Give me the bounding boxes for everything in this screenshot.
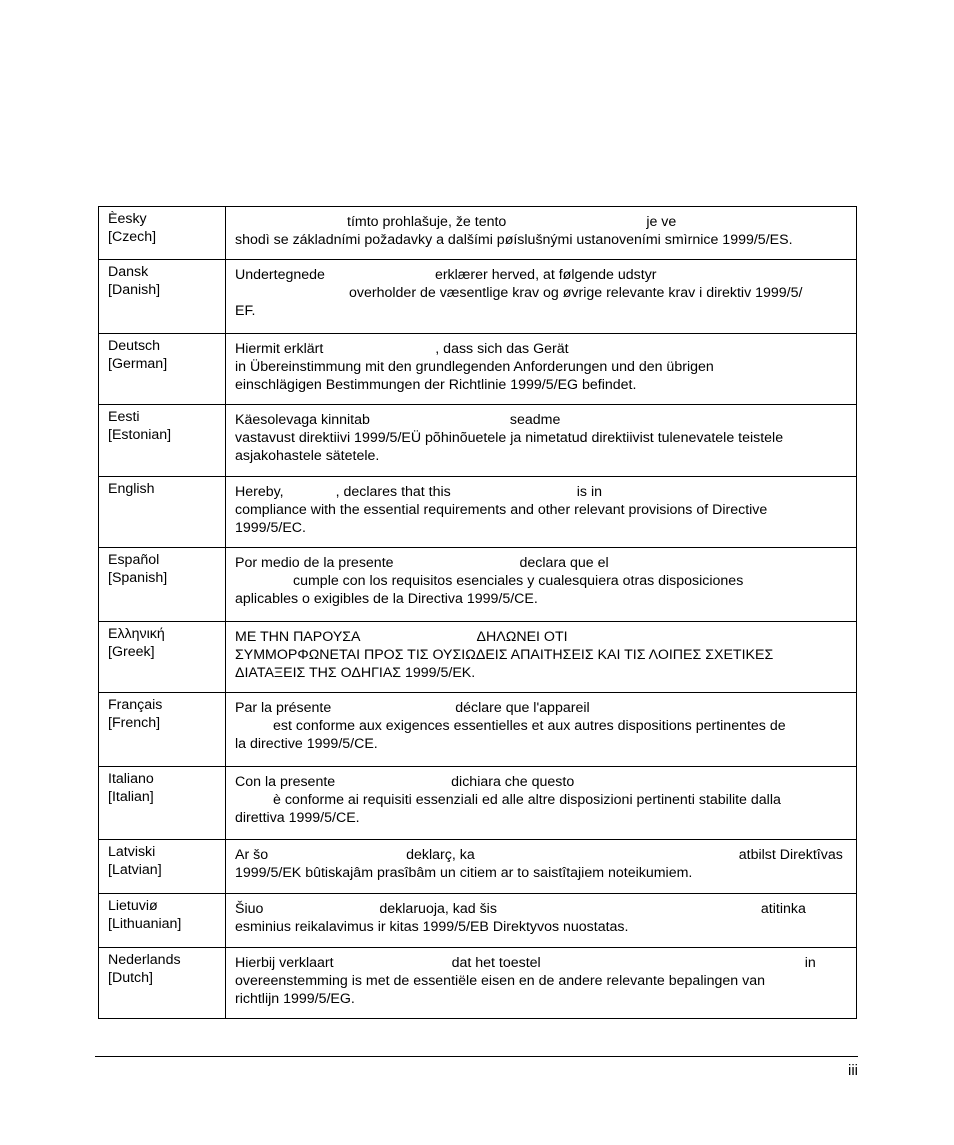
declaration-text: la directive 1999/5/CE. <box>235 736 378 753</box>
declaration-row <box>99 334 857 405</box>
language-cell <box>99 477 226 548</box>
declaration-text: je ve <box>646 214 677 230</box>
declaration-line <box>235 302 848 320</box>
declaration-text: atbilst Direktîvas <box>738 847 843 863</box>
declaration-text: Hierbij verklaart <box>235 955 334 971</box>
declaration-line <box>235 231 848 249</box>
declaration-line <box>235 590 848 608</box>
language-name: Eesti <box>108 409 140 425</box>
declaration-text-cell <box>226 840 857 894</box>
declaration-line <box>235 664 848 682</box>
language-english-name: [Lithuanian] <box>108 916 182 933</box>
declaration-row <box>99 548 857 622</box>
language-name: Ελληνική <box>108 626 165 642</box>
declaration-line <box>235 846 848 864</box>
declaration-row <box>99 260 857 334</box>
declaration-line <box>235 900 848 918</box>
language-name: Dansk <box>108 264 149 280</box>
declaration-row <box>99 477 857 548</box>
declaration-text-cell <box>226 767 857 840</box>
declaration-table <box>98 206 857 1019</box>
declaration-line <box>235 646 848 664</box>
language-cell <box>99 894 226 948</box>
declaration-text: tímto prohlašuje, že tento <box>347 214 507 230</box>
language-name: Italiano <box>108 771 154 787</box>
language-cell <box>99 840 226 894</box>
declaration-line <box>235 358 848 376</box>
declaration-table-body <box>99 207 857 1019</box>
declaration-text: vastavust direktiivi 1999/5/EÜ põhinõuetele ja nimetatud direktiivist tulenevatele teistele <box>235 430 784 447</box>
declaration-line <box>235 791 848 809</box>
declaration-row <box>99 207 857 260</box>
language-cell <box>99 334 226 405</box>
declaration-text: overeenstemming is met de essentiële eisen en de andere relevante bepalingen van <box>235 973 766 990</box>
declaration-line <box>235 429 848 447</box>
declaration-text: déclare que l'appareil <box>455 700 590 716</box>
declaration-row <box>99 693 857 767</box>
declaration-text: , declares that this <box>335 484 451 500</box>
language-english-name: [Czech] <box>108 229 157 246</box>
language-cell <box>99 622 226 693</box>
language-english-name: [Latvian] <box>108 862 162 879</box>
declaration-text: aplicables o exigibles de la Directiva 1999/5/CE. <box>235 591 538 608</box>
declaration-line <box>235 954 848 972</box>
declaration-line <box>235 501 848 519</box>
declaration-text-cell <box>226 405 857 477</box>
declaration-text: Por medio de la presente <box>235 555 394 571</box>
language-cell <box>99 693 226 767</box>
language-cell <box>99 948 226 1019</box>
declaration-text: Undertegnede <box>235 267 325 283</box>
declaration-text: 1999/5/EC. <box>235 520 306 537</box>
declaration-line <box>235 411 848 429</box>
declaration-text: atitinka <box>760 901 806 917</box>
declaration-text: ΜΕ ΤΗΝ ΠΑΡΟΥΣΑ <box>235 629 361 645</box>
declaration-text-cell <box>226 948 857 1019</box>
declaration-text: esminius reikalavimus ir kitas 1999/5/EB Direktyvos nuostatas. <box>235 919 629 936</box>
declaration-text-cell <box>226 894 857 948</box>
declaration-text: in <box>804 955 816 971</box>
language-english-name: [French] <box>108 715 161 732</box>
declaration-text: Con la presente <box>235 774 336 790</box>
declaration-line <box>235 972 848 990</box>
declaration-row <box>99 894 857 948</box>
declaration-text: deklarç, ka <box>406 847 475 863</box>
declaration-text: erklærer herved, at følgende udstyr <box>434 267 657 283</box>
declaration-text: overholder de væsentlige krav og øvrige relevante krav i direktiv 1999/5/ <box>349 285 803 302</box>
declaration-text: Hereby, <box>235 484 284 500</box>
declaration-text: deklaruoja, kad šis <box>379 901 497 917</box>
declaration-row <box>99 840 857 894</box>
declaration-text: dat het toestel <box>451 955 541 971</box>
declaration-line <box>235 213 848 231</box>
declaration-line <box>235 735 848 753</box>
declaration-row <box>99 948 857 1019</box>
declaration-row <box>99 405 857 477</box>
declaration-line <box>235 717 848 735</box>
language-name: Español <box>108 552 160 568</box>
declaration-text: EF. <box>235 303 256 320</box>
declaration-text: direttiva 1999/5/CE. <box>235 810 360 827</box>
language-cell <box>99 260 226 334</box>
declaration-text: ΔΙΑΤΑΞΕΙΣ ΤΗΣ ΟΔΗΓΙΑΣ 1999/5/ΕΚ. <box>235 665 476 682</box>
language-name: Èesky <box>108 211 147 227</box>
language-cell <box>99 207 226 260</box>
declaration-text-cell <box>226 693 857 767</box>
declaration-text: seadme <box>509 412 561 428</box>
declaration-text: einschlägigen Bestimmungen der Richtlinie 1999/5/EG befindet. <box>235 377 637 394</box>
declaration-line <box>235 990 848 1008</box>
declaration-text: ΔΗΛΩΝΕΙ ΟΤΙ <box>476 629 568 645</box>
declaration-text: , dass sich das Gerät <box>435 341 569 357</box>
declaration-text: è conforme ai requisiti essenziali ed alle altre disposizioni pertinenti stabilite dalla <box>273 792 781 809</box>
declaration-text: in Übereinstimmung mit den grundlegenden Anforderungen und den übrigen <box>235 359 714 376</box>
declaration-text-cell <box>226 260 857 334</box>
declaration-text: Hiermit erklärt <box>235 341 324 357</box>
declaration-text: declara que el <box>519 555 609 571</box>
declaration-text-cell <box>226 622 857 693</box>
declaration-text: Šiuo <box>235 901 264 917</box>
language-english-name: [Danish] <box>108 282 161 299</box>
language-english-name: [Italian] <box>108 789 154 806</box>
declaration-line <box>235 699 848 717</box>
declaration-text-cell <box>226 334 857 405</box>
declaration-line <box>235 266 848 284</box>
declaration-line <box>235 340 848 358</box>
declaration-row <box>99 767 857 840</box>
declaration-text-cell <box>226 548 857 622</box>
language-english-name: [Greek] <box>108 644 155 661</box>
declaration-text: cumple con los requisitos esenciales y cualesquiera otras disposiciones <box>293 573 744 590</box>
language-english-name: [Estonian] <box>108 427 172 444</box>
language-name: Deutsch <box>108 338 161 354</box>
language-name: Latviski <box>108 844 156 860</box>
language-name: Lietuviø <box>108 898 158 914</box>
declaration-line <box>235 773 848 791</box>
language-english-name: [German] <box>108 356 168 373</box>
declaration-text: ΣΥΜΜΟΡΦΩΝΕΤΑΙ ΠΡΟΣ ΤΙΣ ΟΥΣΙΩΔΕΙΣ ΑΠΑΙΤΗΣΕΙΣ ΚΑΙ ΤΙΣ ΛΟΙΠΕΣ ΣΧΕΤΙΚΕΣ <box>235 647 774 664</box>
declaration-text: Ar šo <box>235 847 269 863</box>
declaration-text: est conforme aux exigences essentielles et aux autres dispositions pertinentes de <box>273 718 786 735</box>
declaration-text: is in <box>576 484 602 500</box>
language-name: Nederlands <box>108 952 181 968</box>
language-english-name: [Spanish] <box>108 570 168 587</box>
declaration-line <box>235 284 848 302</box>
declaration-text: richtlijn 1999/5/EG. <box>235 991 355 1008</box>
declaration-text: Par la présente <box>235 700 332 716</box>
declaration-text: shodì se základními požadavky a dalšími pøíslušnými ustanoveními smìrnice 1999/5/ES. <box>235 232 793 249</box>
declaration-text: Käesolevaga kinnitab <box>235 412 370 428</box>
language-cell <box>99 767 226 840</box>
language-cell <box>99 405 226 477</box>
declaration-line <box>235 376 848 394</box>
language-cell <box>99 548 226 622</box>
declaration-text-cell <box>226 477 857 548</box>
declaration-row <box>99 622 857 693</box>
declaration-text: asjakohastele sätetele. <box>235 448 380 465</box>
declaration-line <box>235 572 848 590</box>
declaration-text: compliance with the essential requirements and other relevant provisions of Directive <box>235 502 768 519</box>
declaration-line <box>235 628 848 646</box>
language-name: Français <box>108 697 163 713</box>
declaration-text: 1999/5/EK bûtiskajâm prasîbâm un citiem ar to saistîtajiem noteikumiem. <box>235 865 693 882</box>
declaration-line <box>235 864 848 882</box>
declaration-line <box>235 483 848 501</box>
declaration-line <box>235 809 848 827</box>
declaration-line <box>235 447 848 465</box>
language-english-name: [Dutch] <box>108 970 153 987</box>
declaration-line <box>235 918 848 936</box>
footer-rule <box>95 1056 858 1057</box>
language-name: English <box>108 481 155 497</box>
declaration-line <box>235 519 848 537</box>
page-number: iii <box>848 1062 858 1079</box>
declaration-text: dichiara che questo <box>451 774 575 790</box>
declaration-line <box>235 554 848 572</box>
declaration-text-cell <box>226 207 857 260</box>
